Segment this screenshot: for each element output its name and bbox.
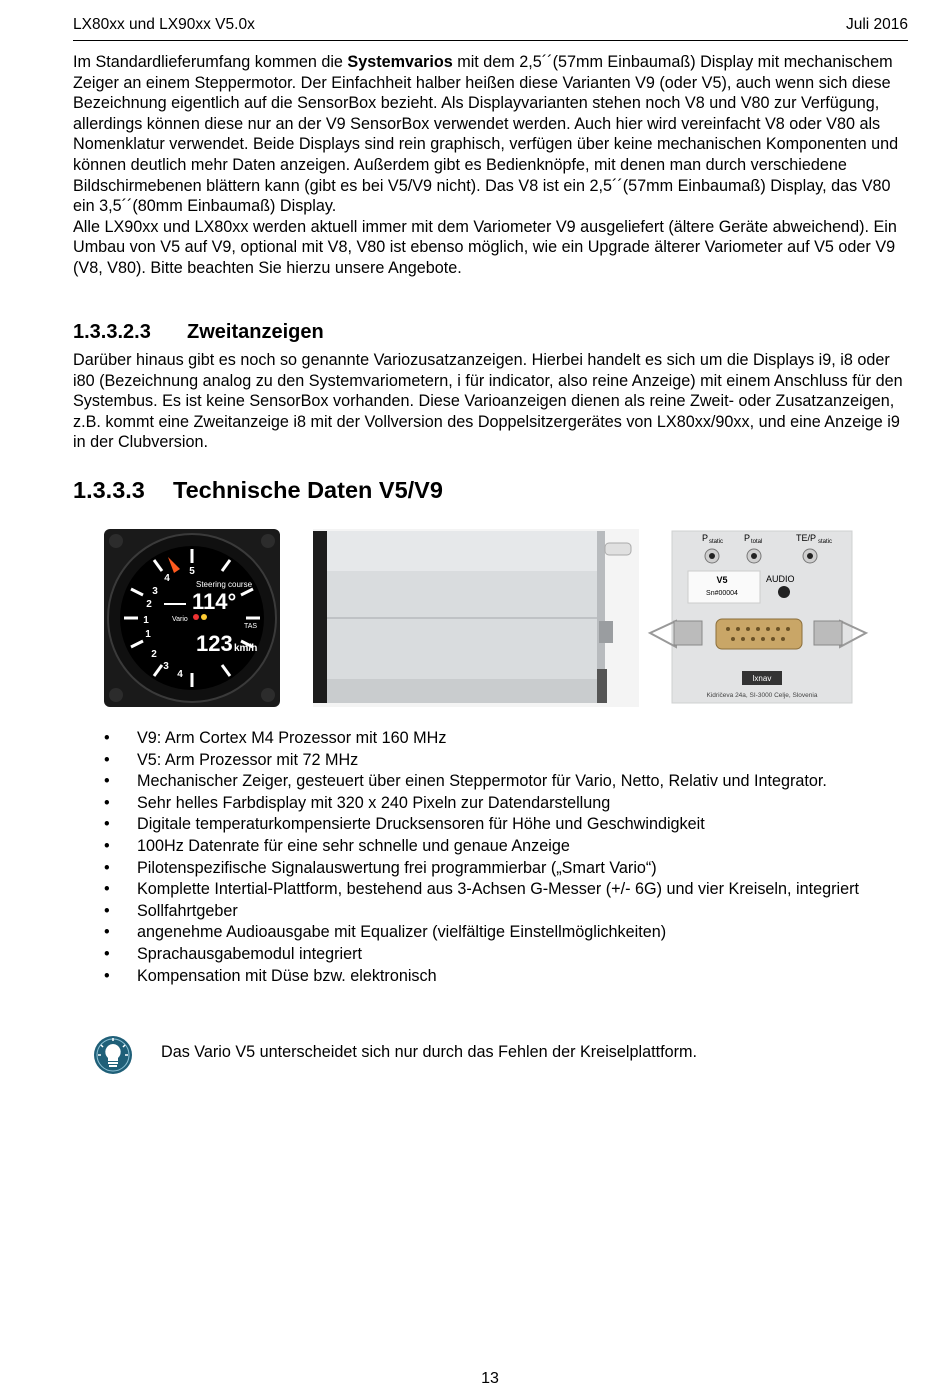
bullet-icon: • <box>104 858 110 877</box>
intro-text-post: mit dem 2,5´´(57mm Einbaumaß) Display mit mechanischem Zeiger an einem Steppermotor. Der Einfachheit halber heißen diese Varianten V9 (oder V5), auch wenn sich diese Bezeichnung eigentlich auf die SensorBox bezieht. Als Displayvarianten stehen noch V8 und V80 zur Verfügung, allerdings können diese nur an der V9 SensorBox verwendet werden. Auch hier wird vereinfacht V8 oder V80 als Nomenklatur verwendet. Beide Displays sind rein graphisch, verfügen über keine mechanischen Komponenten und können deutlich mehr Daten anzeigen. Außerdem gibt es Bedienknöpfe, mit denen man durch verschiedene Bildschirmebenen blättern kann (gibt es bei V5/V9 nicht). Das V8 ist ein 2,5´´(57mm Einbaumaß) Display, das V80 ein 3,5´´(80mm Einbaumaß) Display. <box>73 53 899 216</box>
intro-bold-term: Systemvarios <box>347 53 453 71</box>
course-value: 114° <box>192 589 237 614</box>
spec-list <box>73 728 908 987</box>
list-item: • Komplette Intertial-Plattform, bestehend aus 3-Achsen G-Messer (+/- 6G) und vier Kreiseln, integriert <box>73 879 908 901</box>
section-heading-technische-daten <box>73 477 443 504</box>
intro-paragraph <box>73 52 908 279</box>
zweitanzeigen-paragraph: Darüber hinaus gibt es noch so genannte Variozusatzanzeigen. Hierbei handelt es sich um die Displays i9, i8 oder i80 (Bezeichnung analog zu den Systemvariometern, i für indicator, also reine Anzeige) mit einem Anschluss für den Systembus. Es ist keine SensorBox vorhanden. Diese Varioanzeigen dienen als reine Zweit- oder Zusatzanzeigen, z.B. kommt eine Zweitanzeige i8 mit der Vollversion des Doppelsitzergerätes von LX80xx/90xx, und eine Anzeige i9 in der Clubversion. <box>73 351 903 452</box>
te-label: TE/P <box>796 533 817 543</box>
p-static-label: P <box>702 533 709 543</box>
intro-second-paragraph: Alle LX90xx und LX80xx werden aktuell immer mit dem Variometer V9 ausgeliefert (ältere Geräte abweichend). Ein Umbau von V5 auf V9, optional mit V8, V80 ist ebenso möglich, wie ein Upgrade älterer Variometer auf V5 oder V9 (V8, V80). Bitte beachten Sie hierzu unsere Angebote. <box>73 217 897 277</box>
list-item: • Digitale temperaturkompensierte Drucksensoren für Höhe und Geschwindigkeit <box>73 814 908 836</box>
bullet-icon: • <box>104 750 110 769</box>
scale-label-minus-2: 2 <box>151 649 157 660</box>
section-number: 1.3.3.3 <box>73 477 145 503</box>
bullet-icon: • <box>104 880 110 899</box>
address-label: Kidričeva 24a, SI-3000 Celje, Slovenia <box>706 692 818 699</box>
te-sub: static <box>818 539 833 545</box>
steering-course-label: Steering course <box>196 580 253 589</box>
scale-label-top: 5 <box>189 566 195 577</box>
list-item: • V5: Arm Prozessor mit 72 MHz <box>73 750 908 772</box>
scale-label-minus-4: 4 <box>177 669 183 680</box>
bullet-icon: • <box>104 836 110 855</box>
scale-label-4: 4 <box>164 573 170 584</box>
vario-label: Vario <box>172 616 188 623</box>
p-total-sub: total <box>751 539 763 545</box>
scale-label-minus-1: 1 <box>145 629 151 640</box>
list-item: • Kompensation mit Düse bzw. elektronisch <box>73 966 908 988</box>
bullet-icon: • <box>104 944 110 963</box>
list-item: • Sollfahrtgeber <box>73 901 908 923</box>
speed-value: 123 <box>196 631 233 656</box>
tas-label: TAS <box>244 623 258 630</box>
section-title: Technische Daten V5/V9 <box>173 477 443 503</box>
speed-unit: km/h <box>234 643 258 654</box>
list-item: • Mechanischer Zeiger, gesteuert über einen Steppermotor für Vario, Netto, Relativ und Integrator. <box>73 771 908 793</box>
audio-label: AUDIO <box>766 574 795 584</box>
bullet-icon: • <box>104 729 110 747</box>
serial-label: Sn#00004 <box>706 590 738 597</box>
vario-display-image <box>104 529 280 707</box>
p-total-label: P <box>744 533 751 543</box>
brand-logo: lxnav <box>752 674 772 683</box>
header-date: Juli 2016 <box>845 16 908 33</box>
section-heading-zweitanzeigen <box>73 321 324 344</box>
list-item: • angenehme Audioausgabe mit Equalizer (vielfältige Einstellmöglichkeiten) <box>73 922 908 944</box>
sensorbox-back-image <box>644 529 873 707</box>
tip-note: Das Vario V5 unterscheidet sich nur durch das Fehlen der Kreiselplattform. <box>161 1043 697 1061</box>
intro-text-pre: Im Standardlieferumfang kommen die <box>73 53 348 71</box>
list-item: • Sehr helles Farbdisplay mit 320 x 240 Pixeln zur Datendarstellung <box>73 793 908 815</box>
bullet-icon: • <box>104 901 110 920</box>
bullet-icon: • <box>104 772 110 791</box>
page-number: 13 <box>481 1370 499 1387</box>
bullet-icon: • <box>104 966 110 985</box>
scale-label-minus-3: 3 <box>163 661 169 672</box>
sensorbox-side-image <box>313 529 639 707</box>
p-static-sub: static <box>709 539 724 545</box>
model-label: V5 <box>716 575 728 585</box>
list-item: • 100Hz Datenrate für eine sehr schnelle und genaue Anzeige <box>73 836 908 858</box>
list-item: • Sprachausgabemodul integriert <box>73 944 908 966</box>
list-item: • V9: Arm Cortex M4 Prozessor mit 160 MHz <box>73 728 908 750</box>
section-number: 1.3.3.2.3 <box>73 321 151 343</box>
scale-label-3: 3 <box>152 586 158 597</box>
lightbulb-icon <box>93 1035 133 1075</box>
bullet-icon: • <box>104 923 110 942</box>
scale-label-2: 2 <box>146 599 152 610</box>
page-header <box>73 14 908 41</box>
scale-label-1: 1 <box>143 615 149 626</box>
bullet-icon: • <box>104 815 110 834</box>
bullet-icon: • <box>104 793 110 812</box>
list-item: • Pilotenspezifische Signalauswertung frei programmierbar („Smart Vario“) <box>73 858 908 880</box>
section-title: Zweitanzeigen <box>187 321 324 343</box>
header-title: LX80xx und LX90xx V5.0x <box>73 16 255 33</box>
